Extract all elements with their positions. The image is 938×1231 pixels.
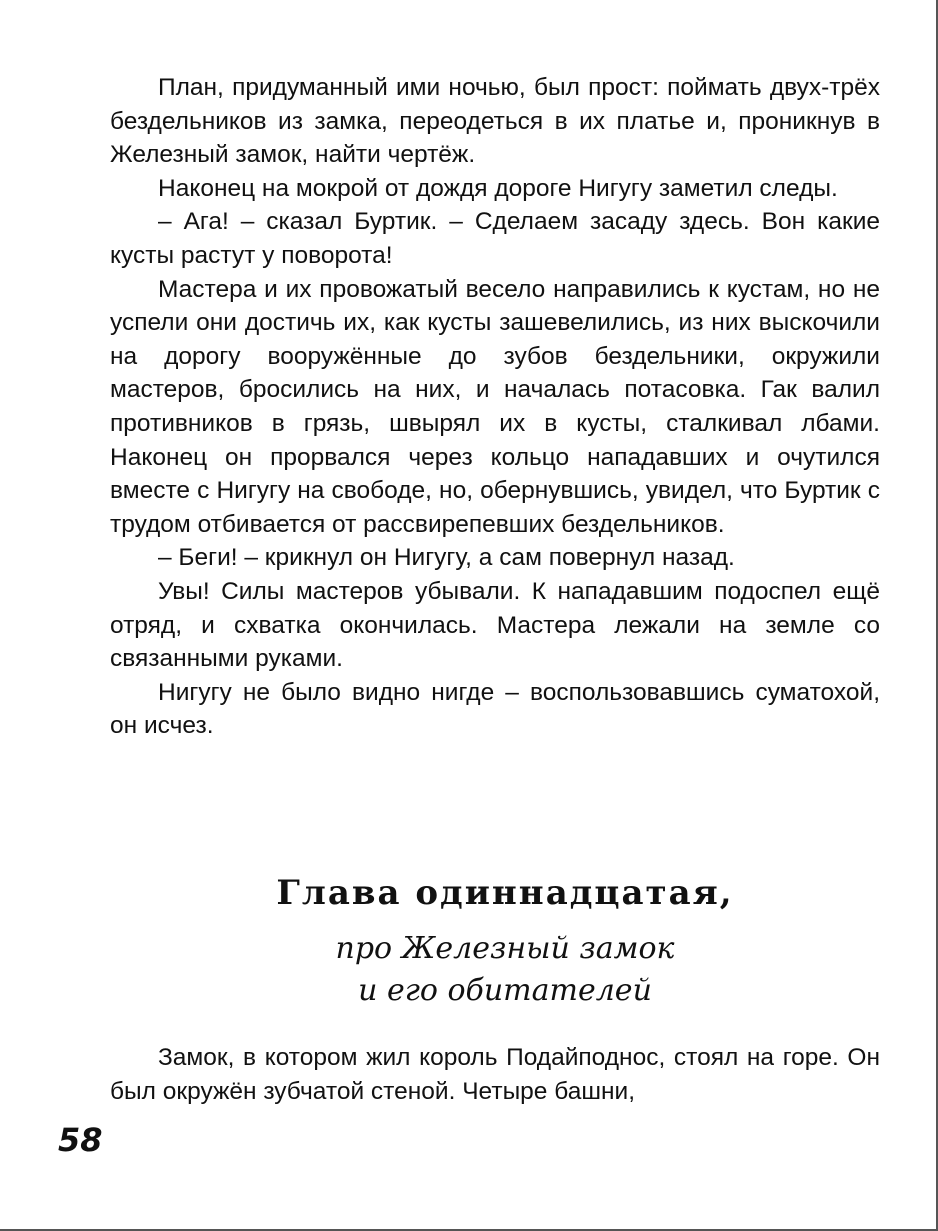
paragraph: – Ага! – сказал Буртик. – Сделаем засаду здесь. Вон какие кусты растут у поворота! bbox=[110, 208, 880, 269]
paragraph: Мастера и их провожатый весело направились к кустам, но не успели они достичь их, как кусты зашевелились, из них выскочили на дорогу вооружённые до зубов бездельники, окружили мастеров, бросились на них, и началась потасовка. Гак валил противников в грязь, швырял их в кусты, сталкивал лбами. Наконец он прорвался через кольцо нападавших и очутился вместе с Нигугу на свободе, но, обернувшись, увидел, что Буртик с трудом отбивается от рассвирепевших бездельников. bbox=[110, 275, 880, 538]
paragraph: – Беги! – крикнул он Нигугу, а сам повернул назад. bbox=[158, 544, 735, 572]
page-number: 58 bbox=[58, 1121, 103, 1159]
chapter-title: Глава одиннадцатая, bbox=[276, 873, 734, 913]
paragraph: План, придуманный ими ночью, был прост: поймать двух-трёх бездельников из замка, переодеться в их платье и, проникнув в Железный замок, найти чертёж. bbox=[110, 74, 880, 169]
chapter-subtitle bbox=[110, 928, 900, 1012]
paragraph: Увы! Силы мастеров убывали. К нападавшим подоспел ещё отряд, и схватка окончилась. Мастера лежали на земле со связанными руками. bbox=[110, 577, 880, 673]
paragraph: Наконец на мокрой от дождя дороге Нигугу заметил следы. bbox=[158, 174, 838, 202]
chapter-subtitle-line: про Железный замок bbox=[335, 931, 675, 966]
body-text-upper bbox=[110, 71, 880, 743]
paragraph: Нигугу не было видно нигде – воспользовавшись суматохой, он исчез. bbox=[110, 678, 880, 740]
chapter-subtitle-line: и его обитателей bbox=[358, 973, 652, 1008]
body-text-lower bbox=[110, 1041, 880, 1108]
paragraph: Замок, в котором жил король Подайподнос, стоял на горе. Он был окружён зубчатой стеной. Четыре башни, bbox=[110, 1044, 880, 1105]
